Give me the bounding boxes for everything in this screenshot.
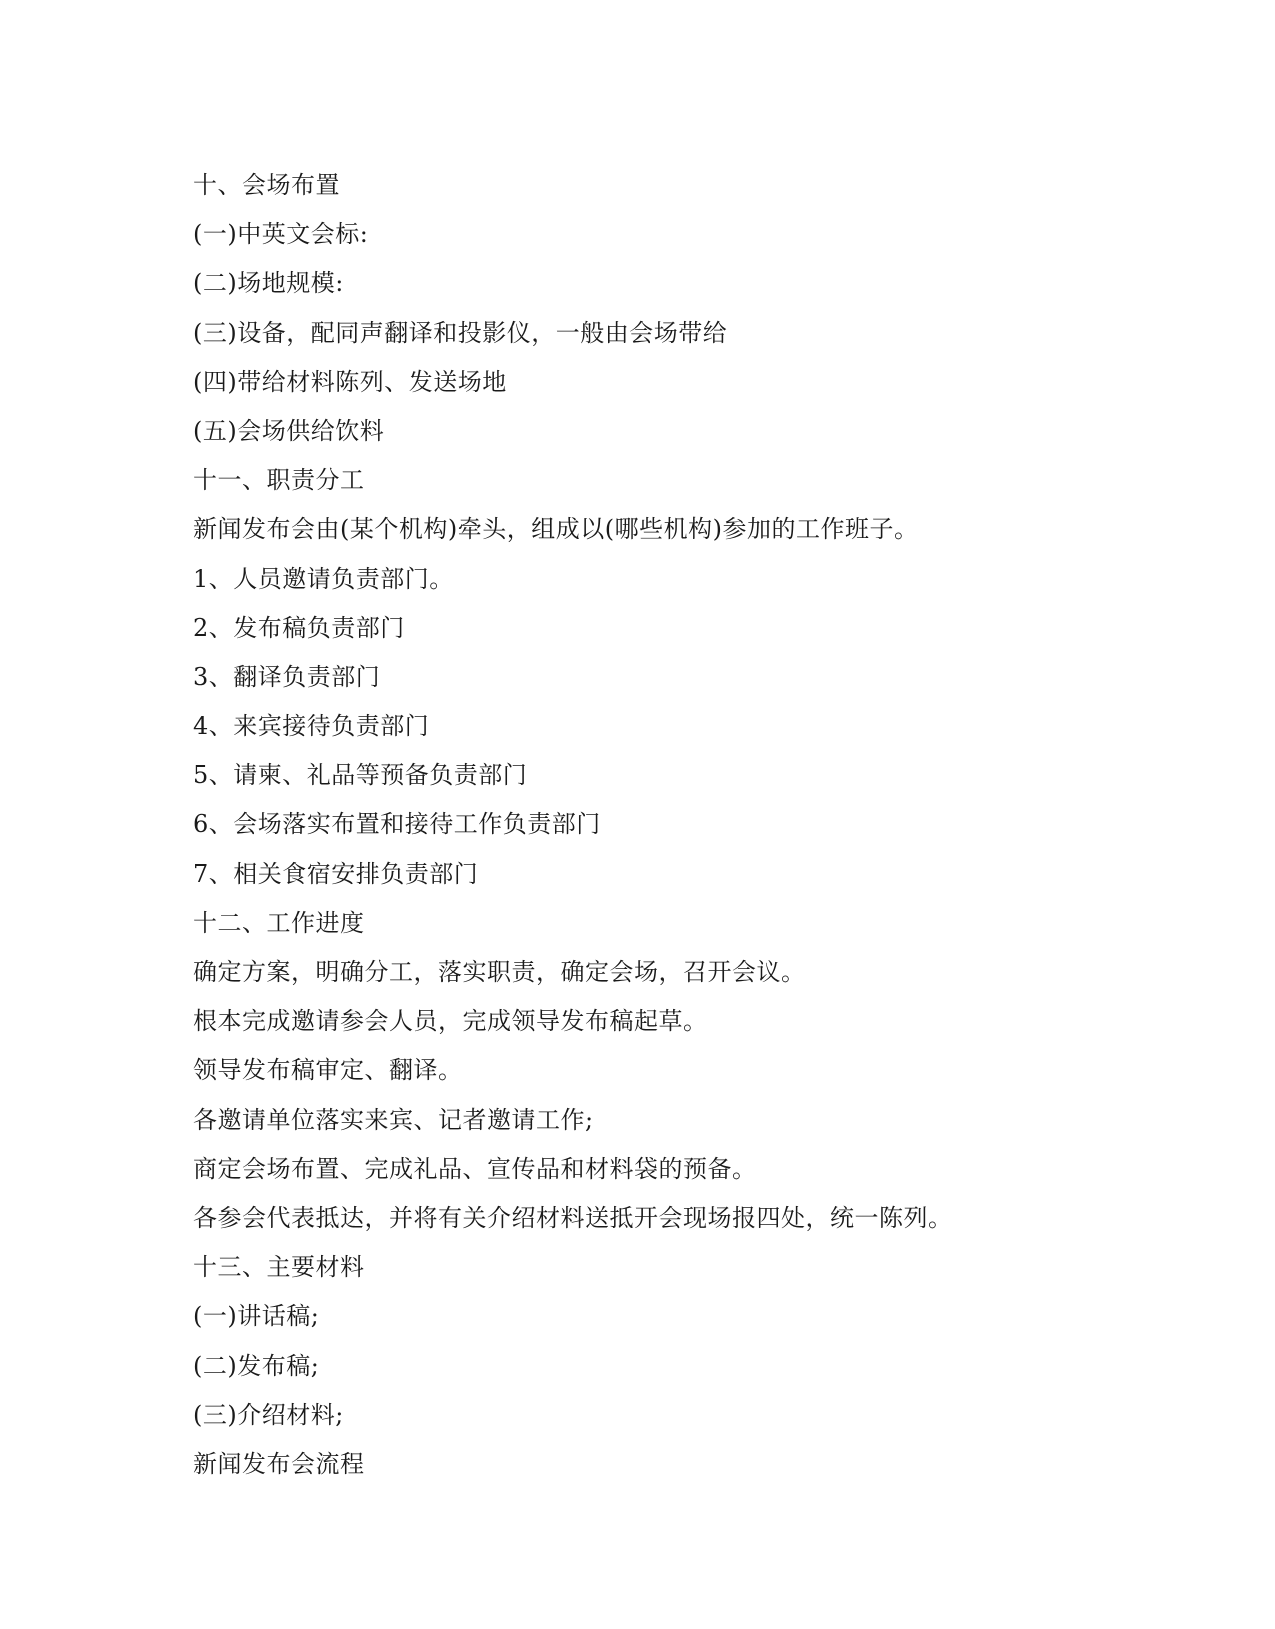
section-heading-progress: 十二、工作进度: [193, 908, 365, 937]
list-item: 1、人员邀请负责部门。: [193, 564, 454, 593]
section-heading-process: 新闻发布会流程: [193, 1449, 365, 1478]
paragraph: 商定会场布置、完成礼品、宣传品和材料袋的预备。: [193, 1154, 757, 1183]
paragraph: 确定方案，明确分工，落实职责，确定会场，召开会议。: [193, 958, 806, 986]
list-item: 7、相关食宿安排负责部门: [193, 859, 479, 888]
list-item: (一)中英文会标:: [193, 220, 369, 249]
list-item: 5、请柬、礼品等预备负责部门: [193, 761, 528, 790]
paragraph: 各邀请单位落实来宾、记者邀请工作;: [193, 1105, 594, 1134]
list-item: (三)设备，配同声翻译和投影仪，一般由会场带给: [193, 318, 728, 347]
document-body: [193, 161, 1093, 1489]
paragraph: 新闻发布会由(某个机构)牵头，组成以(哪些机构)参加的工作班子。: [193, 515, 919, 544]
list-item: (三)介绍材料;: [193, 1400, 344, 1429]
list-item: 6、会场落实布置和接待工作负责部门: [193, 810, 601, 839]
paragraph: 各参会代表抵达，并将有关介绍材料送抵开会现场报四处，统一陈列。: [193, 1203, 953, 1232]
list-item: 4、来宾接待负责部门: [193, 712, 430, 741]
list-item: 2、发布稿负责部门: [193, 613, 405, 642]
list-item: (二)场地规模:: [193, 269, 344, 298]
section-heading-materials: 十三、主要材料: [193, 1253, 365, 1282]
list-item: (一)讲话稿;: [193, 1302, 320, 1331]
list-item: 3、翻译负责部门: [193, 662, 381, 691]
list-item: (四)带给材料陈列、发送场地: [193, 367, 507, 396]
paragraph: 领导发布稿审定、翻译。: [193, 1056, 463, 1085]
list-item: (二)发布稿;: [193, 1351, 320, 1380]
paragraph: 根本完成邀请参会人员，完成领导发布稿起草。: [193, 1007, 708, 1036]
section-heading-venue: 十、会场布置: [193, 171, 340, 199]
list-item: (五)会场供给饮料: [193, 416, 385, 445]
section-heading-duties: 十一、职责分工: [193, 466, 365, 495]
